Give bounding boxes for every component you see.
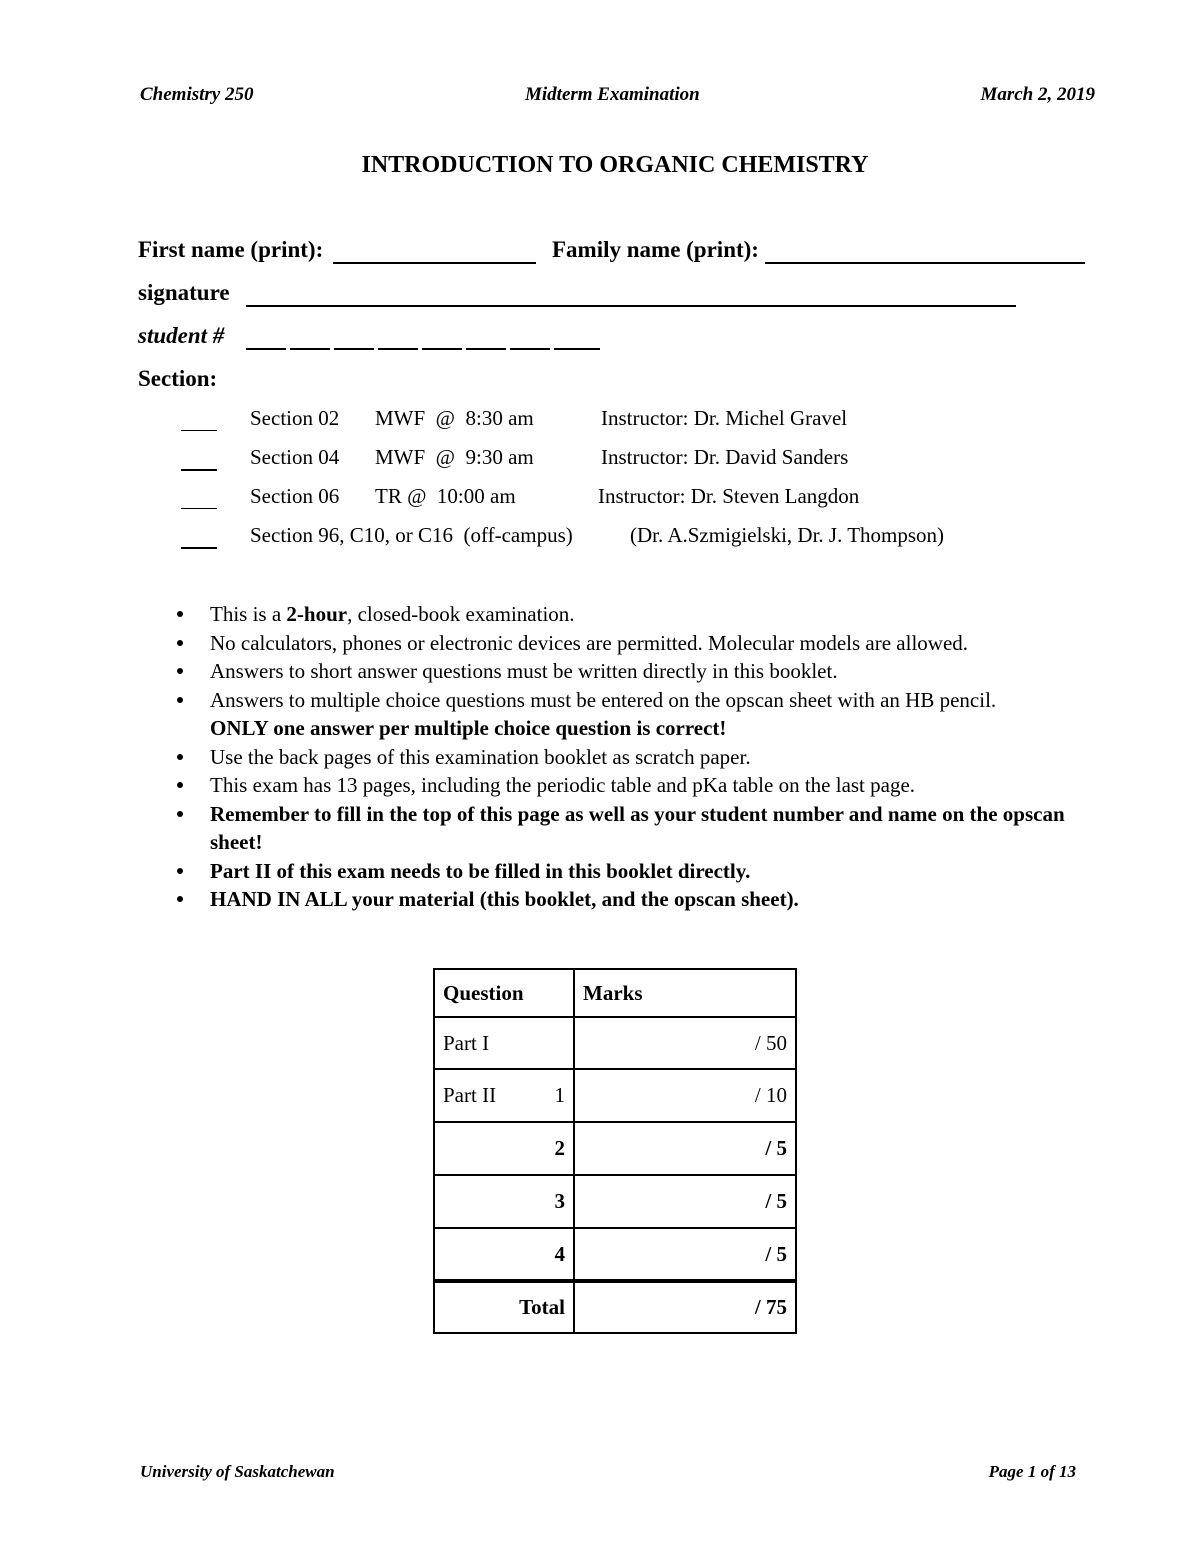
col-header-marks: Marks xyxy=(574,969,796,1017)
header-course: Chemistry 250 xyxy=(140,84,254,105)
marks-cell: / 10 xyxy=(574,1069,796,1122)
footer-university: University of Saskatchewan xyxy=(140,1462,335,1481)
table-row xyxy=(434,1175,796,1228)
student-number-digit[interactable] xyxy=(246,348,286,350)
section-02-schedule: MWF @ 8:30 am xyxy=(375,406,534,430)
header-exam: Midterm Examination xyxy=(525,84,700,105)
marks-cell: / 50 xyxy=(574,1017,796,1069)
bullet-icon xyxy=(177,896,183,902)
first-name-field[interactable] xyxy=(333,262,536,264)
bullet-icon xyxy=(177,611,183,617)
student-number-digit[interactable] xyxy=(422,348,462,350)
instruction-item: No calculators, phones or electronic devices are permitted. Molecular models are allowed. xyxy=(210,631,969,655)
section-96-checkbox[interactable] xyxy=(181,547,217,549)
table-header-row xyxy=(434,969,796,1017)
page-title: INTRODUCTION TO ORGANIC CHEMISTRY xyxy=(361,152,869,178)
instruction-item: Remember to fill in the top of this page as well as your student number and name on the opscan sheet! xyxy=(210,802,1065,854)
bullet-icon xyxy=(177,640,183,646)
section-96-name: Section 96, C10, or C16 (off-campus) xyxy=(250,523,573,547)
student-number-digit[interactable] xyxy=(554,348,600,350)
bullet-icon xyxy=(177,782,183,788)
table-row xyxy=(434,1228,796,1281)
marks-cell: / 5 xyxy=(574,1122,796,1175)
header-date: March 2, 2019 xyxy=(980,84,1095,105)
instruction-item: This exam has 13 pages, including the periodic table and pKa table on the last page. xyxy=(210,773,916,797)
question-cell: Part II 1 xyxy=(434,1069,574,1122)
section-04-schedule: MWF @ 9:30 am xyxy=(375,445,534,469)
total-label: Total xyxy=(434,1281,574,1333)
marks-table xyxy=(433,968,797,1334)
marks-cell: / 5 xyxy=(574,1228,796,1281)
question-cell: Part I xyxy=(434,1017,574,1069)
marks-cell: / 5 xyxy=(574,1175,796,1228)
student-number-digit[interactable] xyxy=(466,348,506,350)
instruction-item: HAND IN ALL your material (this booklet, and the opscan sheet). xyxy=(210,887,799,911)
table-total-row xyxy=(434,1281,796,1333)
student-number-label: student # xyxy=(138,323,225,348)
section-06-schedule: TR @ 10:00 am xyxy=(375,484,516,508)
question-cell: 2 xyxy=(434,1122,574,1175)
question-cell: 4 xyxy=(434,1228,574,1281)
instruction-item: Answers to multiple choice questions must be entered on the opscan sheet with an HB pencil. ONLY one answer per multiple choice question is correct! xyxy=(210,688,997,740)
table-row xyxy=(434,1017,796,1069)
first-name-label: First name (print): xyxy=(138,237,324,262)
section-04-name: Section 04 xyxy=(250,445,340,469)
instruction-item: Answers to short answer questions must be written directly in this booklet. xyxy=(210,659,838,683)
bullet-icon xyxy=(177,697,183,703)
section-02-instructor: Instructor: Dr. Michel Gravel xyxy=(601,406,848,430)
signature-field[interactable] xyxy=(246,305,1016,307)
col-header-question: Question xyxy=(434,969,574,1017)
total-marks: / 75 xyxy=(574,1281,796,1333)
signature-label: signature xyxy=(138,280,230,305)
bullet-icon xyxy=(177,868,183,874)
section-04-instructor: Instructor: Dr. David Sanders xyxy=(601,445,849,469)
question-cell: 3 xyxy=(434,1175,574,1228)
section-06-name: Section 06 xyxy=(250,484,340,508)
student-number-digit[interactable] xyxy=(290,348,330,350)
student-number-digit[interactable] xyxy=(510,348,550,350)
student-number-digit[interactable] xyxy=(334,348,374,350)
instruction-item: Use the back pages of this examination booklet as scratch paper. xyxy=(210,745,751,769)
bullet-icon xyxy=(177,811,183,817)
instruction-item: This is a 2-hour, closed-book examination. xyxy=(210,602,575,626)
section-02-name: Section 02 xyxy=(250,406,340,430)
instruction-item: Part II of this exam needs to be filled in this booklet directly. xyxy=(210,859,751,883)
section-04-checkbox[interactable] xyxy=(181,469,217,471)
section-96-instructors: (Dr. A.Szmigielski, Dr. J. Thompson) xyxy=(630,523,945,547)
family-name-field[interactable] xyxy=(765,262,1085,264)
bullet-icon xyxy=(177,754,183,760)
footer-page-number: Page 1 of 13 xyxy=(988,1462,1076,1481)
student-number-digit[interactable] xyxy=(378,348,418,350)
family-name-label: Family name (print): xyxy=(552,237,759,262)
section-02-checkbox[interactable] xyxy=(181,430,217,431)
section-06-instructor: Instructor: Dr. Steven Langdon xyxy=(598,484,860,508)
table-row xyxy=(434,1122,796,1175)
section-06-checkbox[interactable] xyxy=(181,508,217,509)
bullet-icon xyxy=(177,668,183,674)
table-row xyxy=(434,1069,796,1122)
section-label: Section: xyxy=(138,366,218,391)
